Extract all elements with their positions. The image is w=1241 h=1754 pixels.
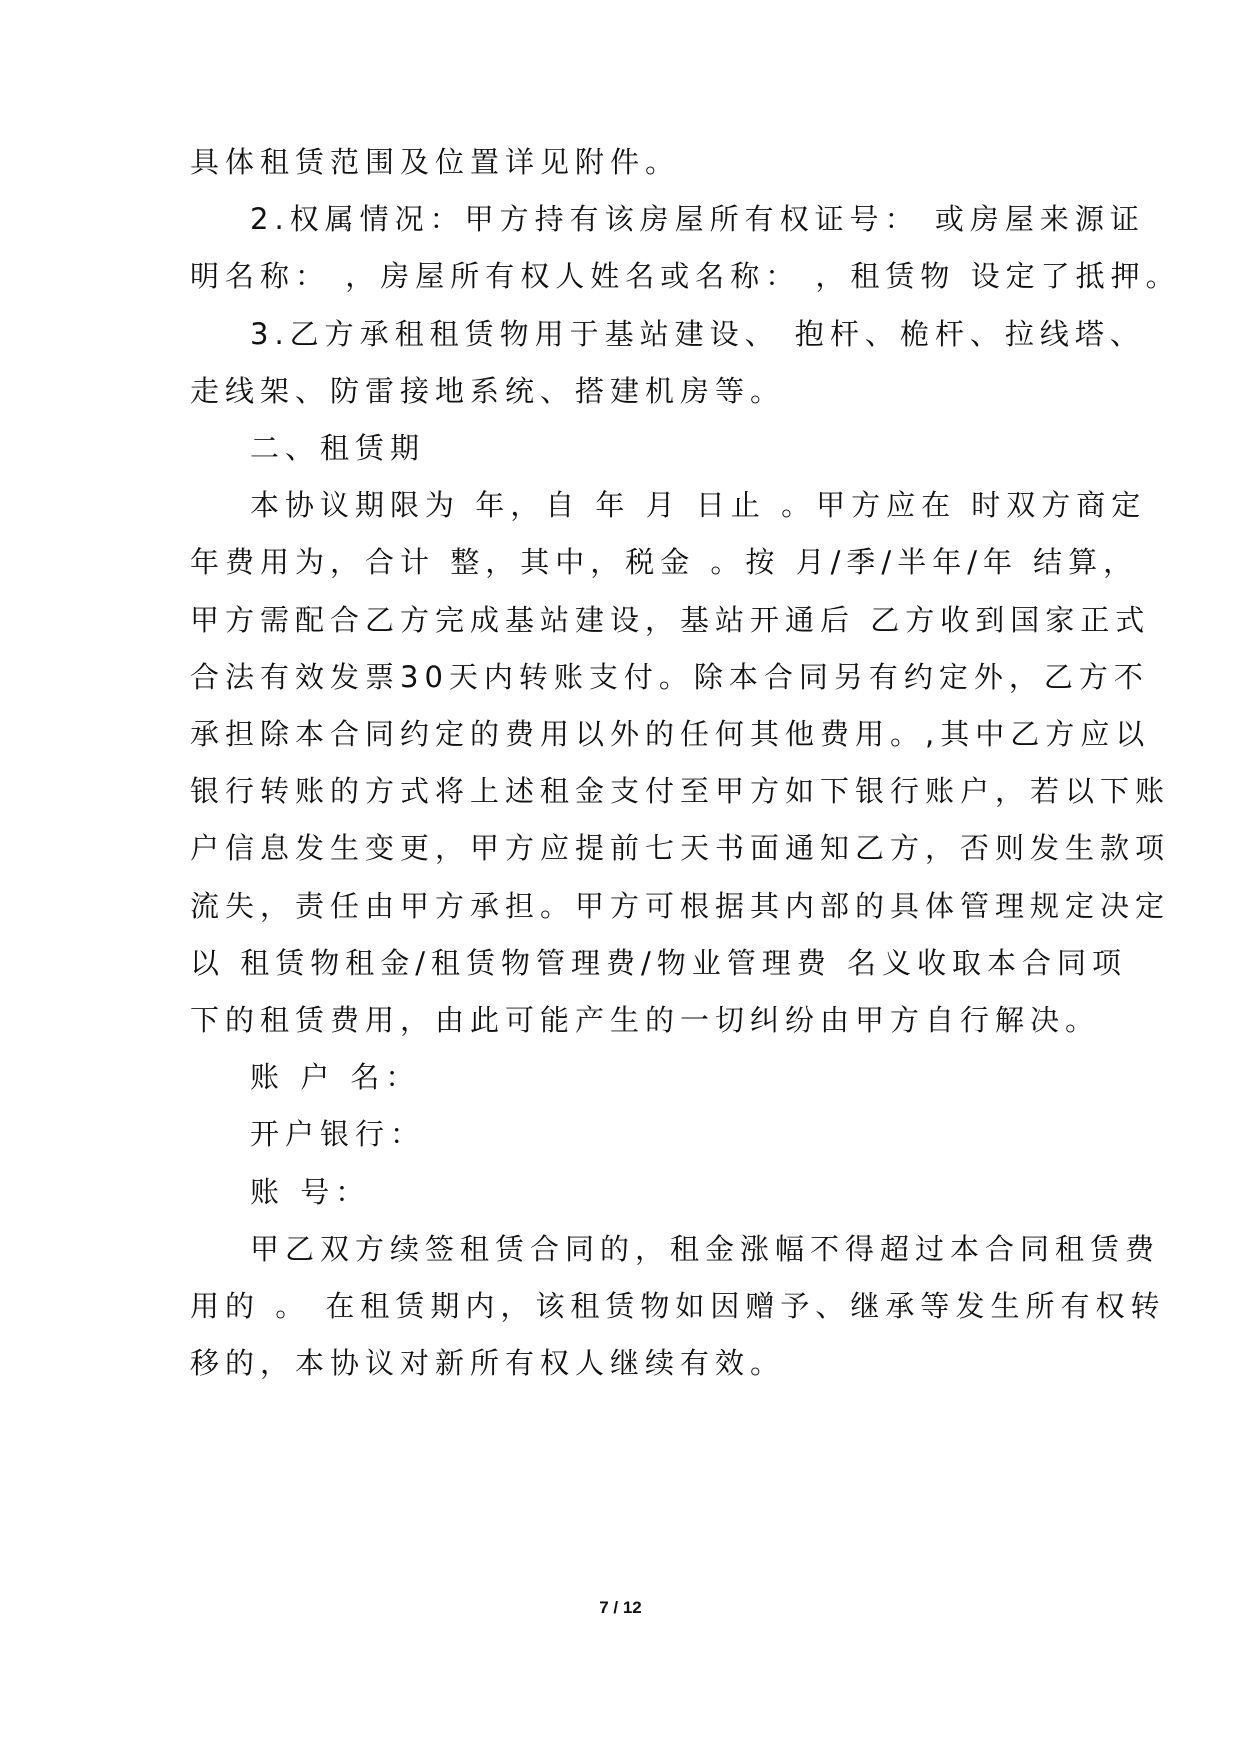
page-number: 7 / 12	[599, 1598, 642, 1617]
text-line: 下的租赁费用，由此可能产生的一切纠纷由甲方自行解决。	[190, 1003, 1101, 1037]
text-line: 账 号：	[250, 1175, 371, 1209]
text-line: 移的，本协议对新所有权人继续有效。	[190, 1346, 786, 1380]
text-line: 以 租赁物租金/租赁物管理费/物业管理费 名义收取本合同项	[190, 946, 1127, 980]
text-line: 年费用为，合计 整，其中，税金 。按 月/季/半年/年 结算，	[190, 545, 1139, 579]
text-line: 具体租赁范围及位置详见附件。	[190, 145, 681, 179]
text-line: 2.权属情况：甲方持有该房屋所有权证号： 或房屋来源证	[250, 202, 1145, 236]
text-line: 合法有效发票30天内转账支付。除本合同另有约定外，乙方不	[190, 660, 1149, 694]
text-line: 甲方需配合乙方完成基站建设，基站开通后 乙方收到国家正式	[190, 603, 1151, 637]
text-line: 二、租赁期	[250, 431, 426, 465]
text-line: 户信息发生变更，甲方应提前七天书面通知乙方，否则发生款项	[190, 831, 1171, 865]
text-line: 甲乙双方续签租赁合同的，租金涨幅不得超过本合同租赁费	[250, 1232, 1161, 1266]
text-line: 用的 。 在租赁期内，该租赁物如因赠予、继承等发生所有权转	[190, 1289, 1166, 1323]
text-line: 明名称： ，房屋所有权人姓名或名称： ，租赁物 设定了抵押。	[190, 259, 1181, 293]
text-line: 本协议期限为 年，自 年 月 日止 。甲方应在 时双方商定	[250, 488, 1147, 522]
text-line: 账 户 名：	[250, 1060, 421, 1094]
text-line: 3.乙方承租租赁物用于基站建设、 抱杆、桅杆、拉线塔、	[250, 317, 1145, 351]
text-line: 流失，责任由甲方承担。甲方可根据其内部的具体管理规定决定	[190, 889, 1171, 923]
text-line: 走线架、防雷接地系统、搭建机房等。	[190, 374, 786, 408]
text-line: 开户银行：	[250, 1117, 426, 1151]
text-line: 承担除本合同约定的费用以外的任何其他费用。,其中乙方应以	[190, 717, 1151, 751]
text-line: 银行转账的方式将上述租金支付至甲方如下银行账户，若以下账	[190, 774, 1171, 808]
